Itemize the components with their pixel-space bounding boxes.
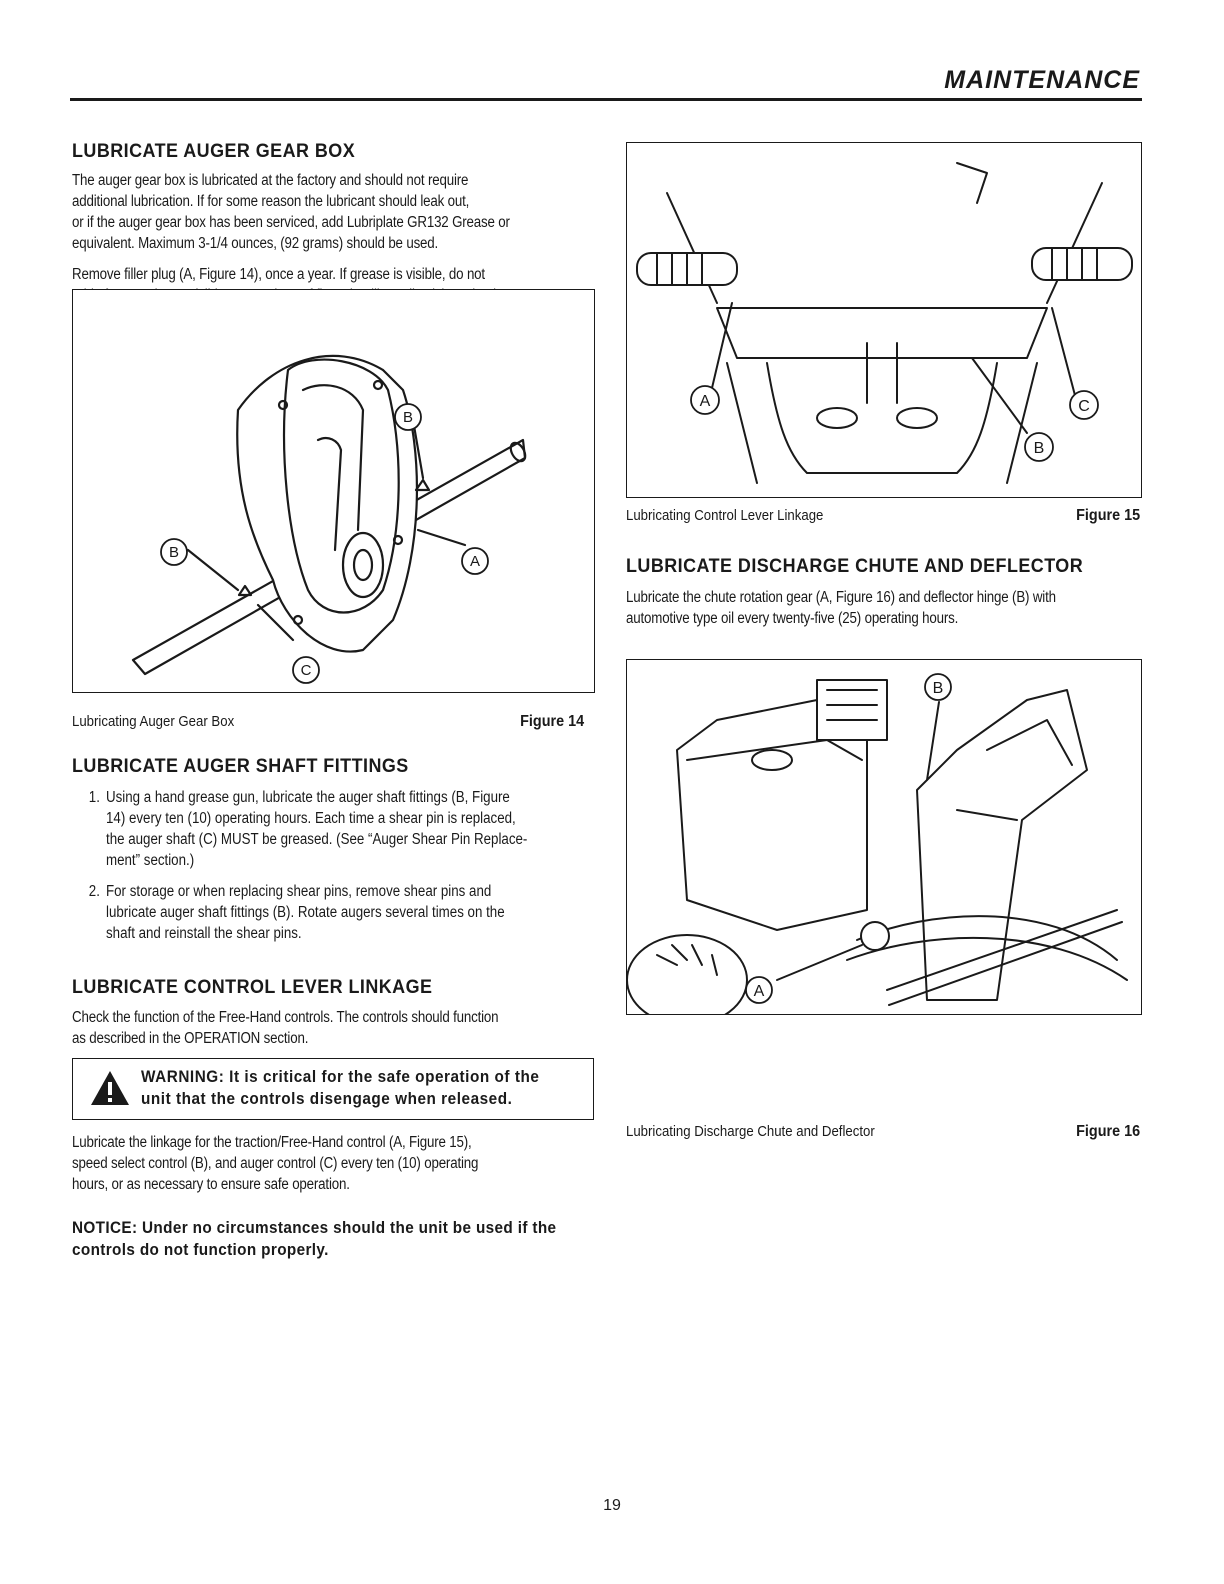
text-line: shaft and reinstall the shear pins. (106, 925, 302, 942)
control-lever-illustration (627, 143, 1141, 497)
callout-c: C (1078, 398, 1090, 415)
text-line: hours, or as necessary to ensure safe operation. (72, 1176, 350, 1193)
text-line: Lubricate the linkage for the traction/Free-Hand control (A, Figure 15), (72, 1134, 472, 1151)
figure-16-frame (626, 659, 1142, 1015)
notice-text (72, 1217, 556, 1261)
text-line: equivalent. Maximum 3-1/4 ounces, (92 grams) should be used. (72, 235, 439, 252)
figure-14-caption: Lubricating Auger Gear Box (72, 713, 235, 730)
list-number: 1. (88, 789, 100, 806)
figure-15-number: Figure 15 (1075, 507, 1140, 524)
discharge-chute-illustration (627, 660, 1141, 1014)
text-line: Check the function of the Free-Hand controls. The controls should function (72, 1009, 499, 1026)
page-number: 19 (603, 1497, 621, 1514)
callout-a: A (753, 983, 765, 1000)
chute-paragraph (626, 587, 1142, 629)
figure-16-caption: Lubricating Discharge Chute and Deflector (626, 1123, 875, 1140)
text-line: controls do not function properly. (72, 1240, 329, 1259)
text-line: Using a hand grease gun, lubricate the auger shaft fittings (B, Figure (106, 789, 510, 806)
list-item-2 (88, 881, 588, 944)
figure-15-caption: Lubricating Control Lever Linkage (626, 507, 824, 524)
callout-b: B (932, 680, 944, 697)
callout-b: B (1033, 440, 1045, 457)
text-line: as described in the OPERATION section. (72, 1030, 309, 1047)
callout-a: A (699, 393, 711, 410)
text-line: additional lubrication. If for some reason the lubricant should leak out, (72, 193, 470, 210)
text-line: speed select control (B), and auger control (C) every ten (10) operating (72, 1155, 479, 1172)
text-line: or if the auger gear box has been serviced, add Lubriplate GR132 Grease or (72, 214, 510, 231)
text-line: ment” section.) (106, 852, 195, 869)
figure-14-frame (72, 289, 595, 693)
section-title: MAINTENANCE (944, 66, 1140, 94)
gearbox-paragraph-1 (72, 170, 588, 254)
heading-lubricate-discharge-chute: LUBRICATE DISCHARGE CHUTE AND DEFLECTOR (626, 555, 1084, 577)
callout-a: A (469, 553, 481, 570)
text-line: For storage or when replacing shear pins, remove shear pins and (106, 883, 492, 900)
list-item-1 (88, 787, 588, 871)
callout-b-upper: B (402, 409, 414, 426)
warning-text (141, 1066, 539, 1110)
header-rule (70, 98, 1142, 101)
callout-c: C (300, 662, 312, 679)
heading-lubricate-auger-gear-box: LUBRICATE AUGER GEAR BOX (72, 140, 356, 162)
text-line: lubricate auger shaft fittings (B). Rotate augers several times on the (106, 904, 505, 921)
auger-gearbox-illustration (73, 290, 594, 692)
text-line: 14) every ten (10) operating hours. Each time a shear pin is replaced, (106, 810, 516, 827)
control-paragraph-1 (72, 1007, 588, 1049)
figure-16-number: Figure 16 (1075, 1123, 1140, 1140)
list-number: 2. (88, 883, 100, 900)
text-line: WARNING: It is critical for the safe operation of the (141, 1067, 540, 1086)
text-line: unit that the controls disengage when released. (141, 1089, 513, 1108)
figure-14-number: Figure 14 (519, 713, 584, 730)
text-line: Lubricate the chute rotation gear (A, Figure 16) and deflector hinge (B) with (626, 589, 1056, 606)
warning-triangle-icon (89, 1069, 131, 1107)
warning-box (72, 1058, 594, 1120)
heading-lubricate-control-lever-linkage: LUBRICATE CONTROL LEVER LINKAGE (72, 976, 433, 998)
text-line: NOTICE: Under no circumstances should the unit be used if the (72, 1218, 557, 1237)
text-line: Remove filler plug (A, Figure 14), once a year. If grease is visible, do not (72, 266, 485, 283)
callout-b-lower: B (168, 544, 180, 561)
text-line: the auger shaft (C) MUST be greased. (See “Auger Shear Pin Replace- (106, 831, 528, 848)
text-line: automotive type oil every twenty-five (25) operating hours. (626, 610, 959, 627)
text-line: The auger gear box is lubricated at the factory and should not require (72, 172, 469, 189)
heading-lubricate-auger-shaft-fittings: LUBRICATE AUGER SHAFT FITTINGS (72, 755, 409, 777)
control-paragraph-2 (72, 1132, 588, 1195)
figure-15-frame (626, 142, 1142, 498)
